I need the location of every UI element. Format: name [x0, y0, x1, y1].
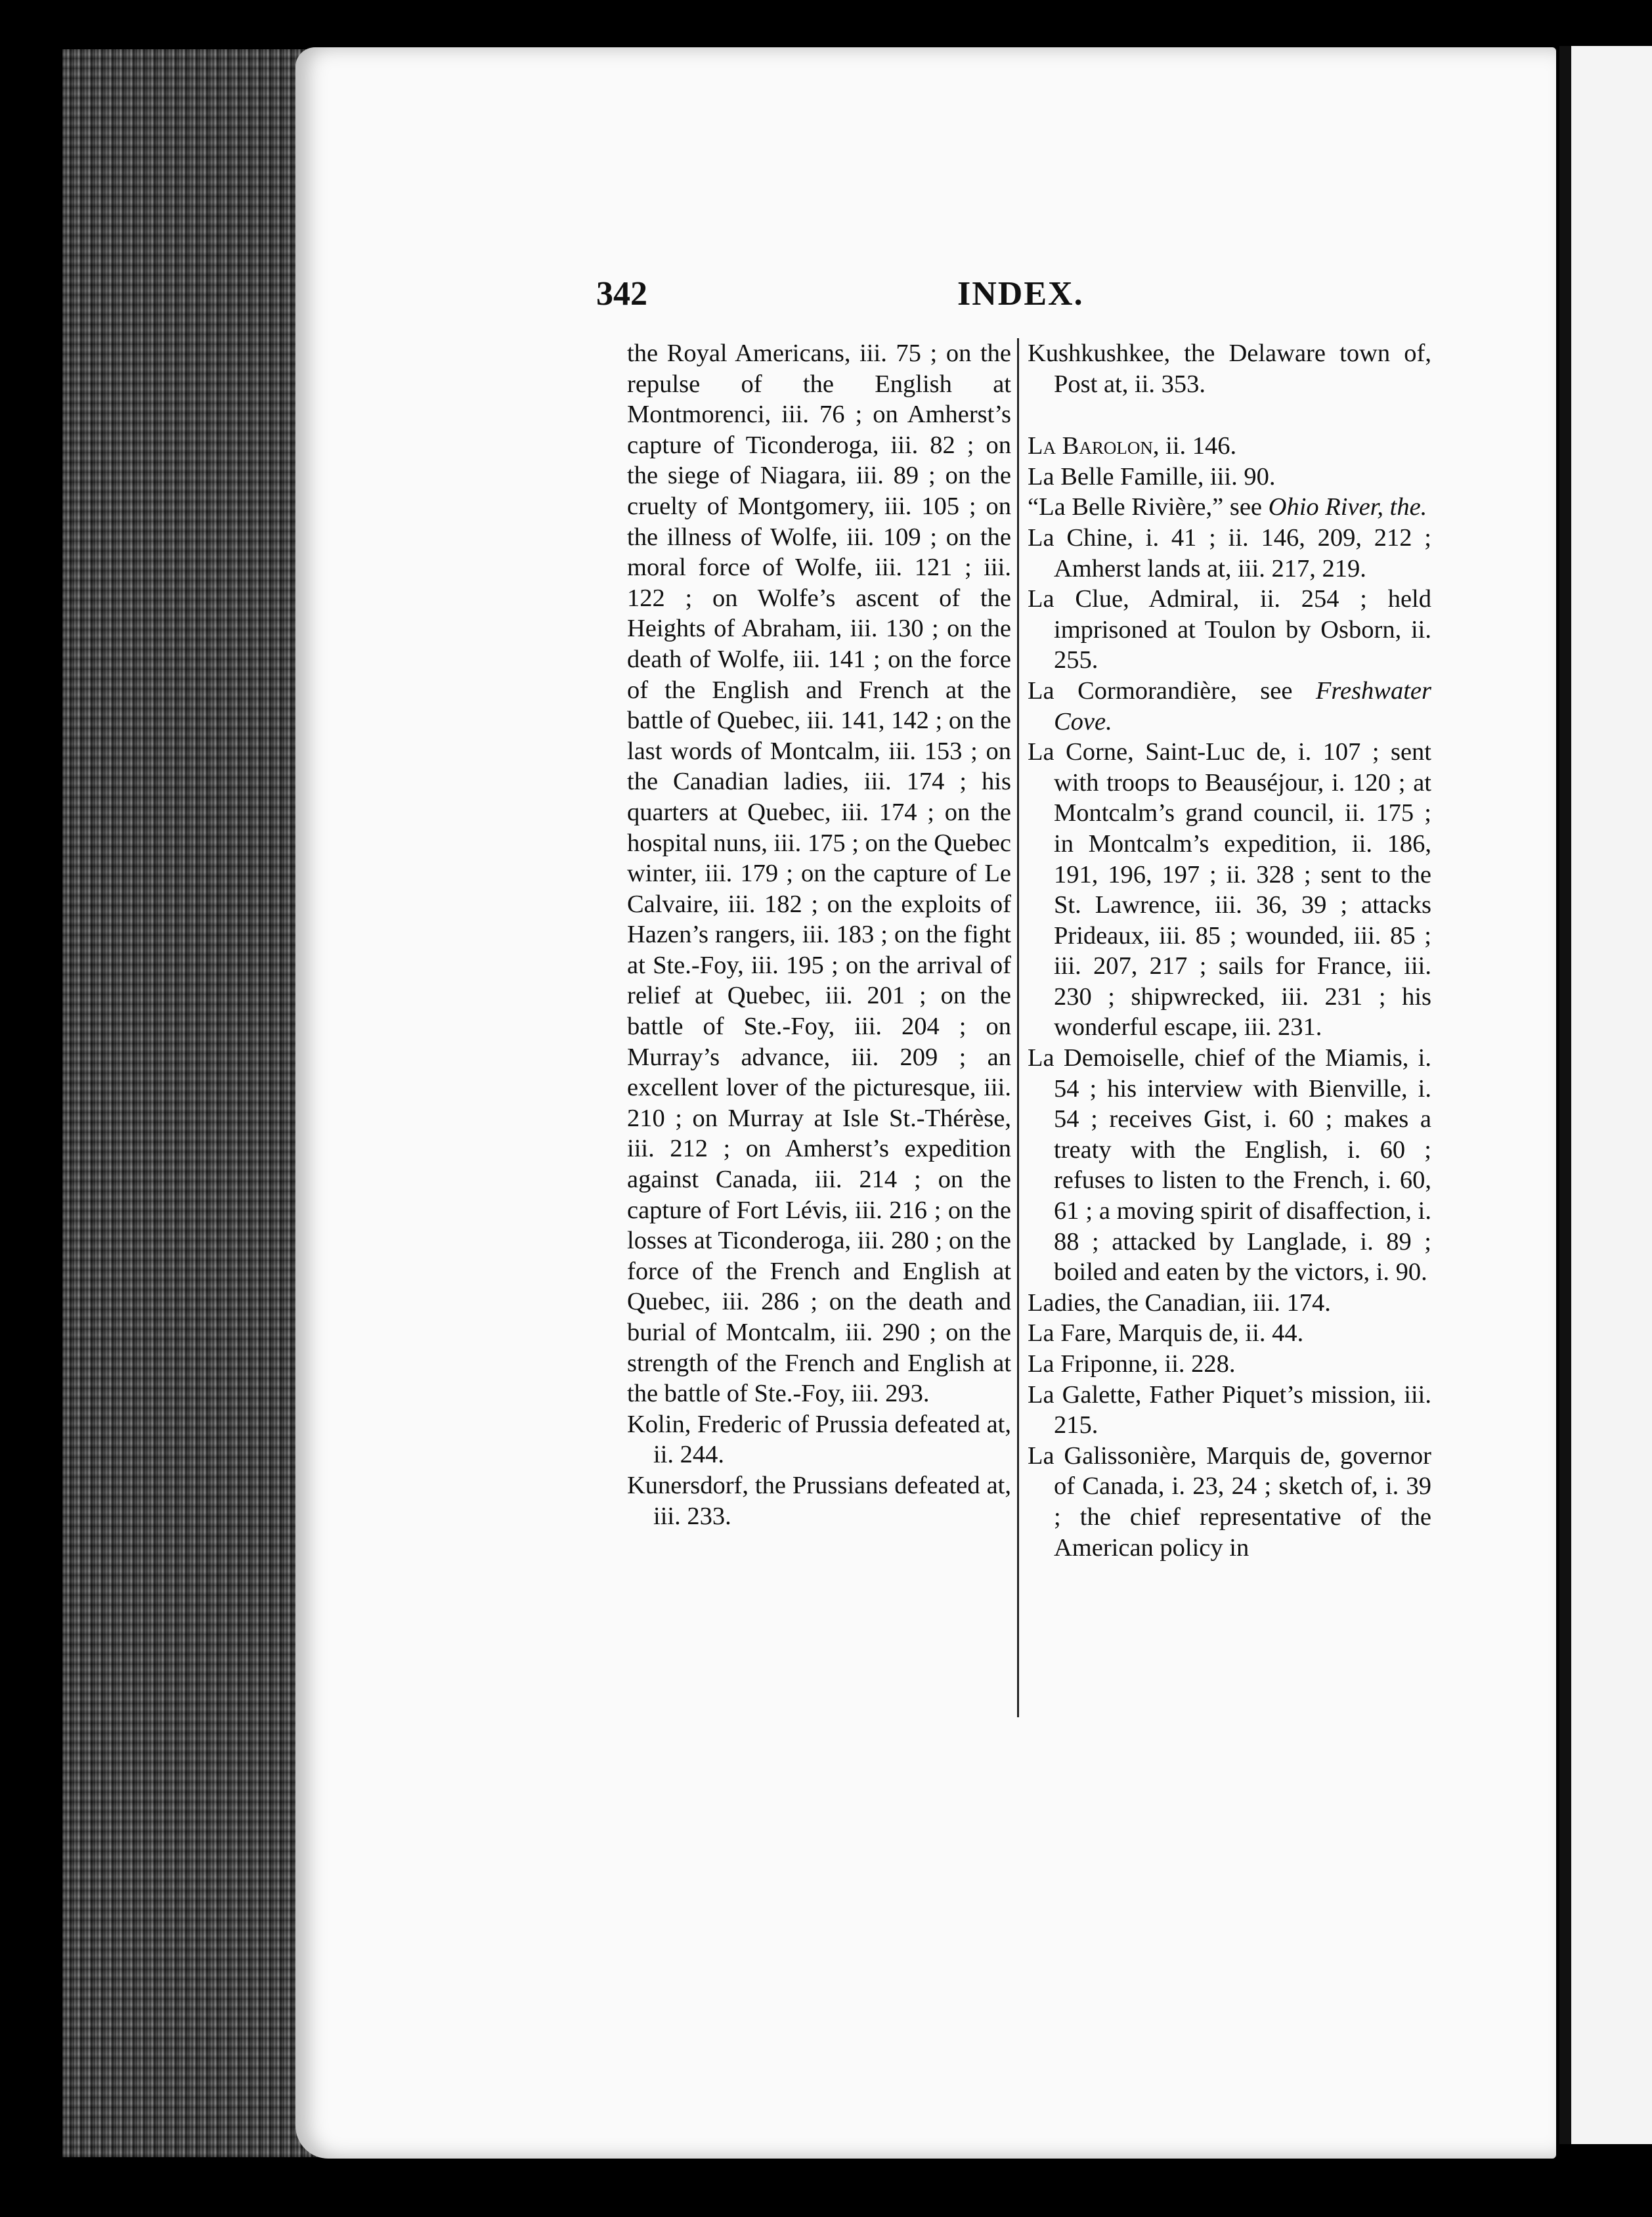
- index-entry: Kushkushkee, the Delaware town of, Post at, ii. 353.: [1028, 340, 1431, 398]
- index-entry-kunersdorf: Kunersdorf, the Prussians defeated at, iii. 233.: [627, 1471, 1011, 1530]
- index-entry: La Galissonière, Marquis de, governor of Canada, i. 23, 24 ; sketch of, i. 39 ; the chief representative of the American policy in: [1028, 1441, 1431, 1562]
- index-entry: Ladies, the Canadian, iii. 174.: [1028, 1288, 1331, 1317]
- index-entry: La Barolon, ii. 146.: [1028, 432, 1237, 460]
- index-column-right: [1028, 338, 1431, 1563]
- index-entry-continuation: the Royal Americans, iii. 75 ; on the repulse of the English at Montmorenci, iii. 76 ; on Amherst’s capture of Ticonderoga, iii. 82 ; on the siege of Niagara, iii. 89 ; on the cruelty of Montgomery, iii. 105 ; on the illness of Wolfe, iii. 109 ; on the moral force of Wolfe, iii. 121 ; iii. 122 ; on Wolfe’s ascent of the Heights of Abraham, iii. 130 ; on the death of Wolfe, iii. 141 ; on the force of the English and French at the battle of Quebec, iii. 141, 142 ; on the last words of Montcalm, iii. 153 ; on the Canadian ladies, iii. 174 ; his quarters at Quebec, iii. 174 ; on the hospital nuns, iii. 175 ; on the Quebec winter, iii. 179 ; on the capture of Le Calvaire, iii. 182 ; on the exploits of Hazen’s rangers, iii. 183 ; on the fight at Ste.-Foy, iii. 195 ; on the arrival of relief at Quebec, iii. 201 ; on the battle of Ste.-Foy, iii. 204 ; on Murray’s advance, iii. 209 ; an excellent lover of the picturesque, iii. 210 ; on Murray at Isle St.-Thérèse, iii. 212 ; on Amherst’s expedition against Canada, iii. 214 ; on the capture of Fort Lévis, iii. 216 ; on the losses at Ticonderoga, iii. 280 ; on the force of the French and English at Quebec, iii. 286 ; on the death and burial of Montcalm, iii. 290 ; on the strength of the French and English at the battle of Ste.-Foy, iii. 293.: [627, 340, 1011, 1408]
- index-entry: La Cormorandière, see Freshwater Cove.: [1028, 676, 1431, 735]
- index-entry: La Belle Famille, iii. 90.: [1028, 462, 1276, 491]
- page-number: 342: [596, 275, 647, 313]
- running-head: INDEX.: [957, 275, 1084, 313]
- index-entry: La Fare, Marquis de, ii. 44.: [1028, 1319, 1304, 1348]
- index-entry: La Galette, Father Piquet’s mission, iii. 215.: [1028, 1380, 1431, 1439]
- index-entry: La Demoiselle, chief of the Miamis, i. 54 ; his interview with Bienville, i. 54 ; receives Gist, i. 60 ; makes a treaty with the English, i. 60 ; refuses to listen to the French, i. 60, 61 ; a moving spirit of disaffection, i. 88 ; attacked by Langlade, i. 89 ; boiled and eaten by the victors, i. 90.: [1028, 1044, 1431, 1286]
- index-entry: La Chine, i. 41 ; ii. 146, 209, 212 ; Amherst lands at, iii. 217, 219.: [1028, 523, 1431, 582]
- index-column-left: [627, 338, 1011, 1531]
- index-entry-kolin: Kolin, Frederic of Prussia defeated at, ii. 244.: [627, 1410, 1011, 1469]
- index-entry: La Corne, Saint-Luc de, i. 107 ; sent with troops to Beauséjour, i. 120 ; at Montcalm’s grand council, ii. 175 ; in Montcalm’s expedition, ii. 186, 191, 196, 197 ; ii. 328 ; sent to the St. Lawrence, iii. 36, 39 ; attacks Prideaux, iii. 85 ; wounded, iii. 85 ; iii. 207, 217 ; sails for France, iii. 230 ; shipwrecked, iii. 231 ; his wonderful escape, iii. 231.: [1028, 738, 1431, 1042]
- facing-page-edge: [1559, 46, 1652, 2144]
- index-entry: “La Belle Rivière,” see Ohio River, the.: [1028, 493, 1427, 521]
- column-rule: [1017, 338, 1019, 1717]
- index-entry: La Clue, Admiral, ii. 254 ; held imprisoned at Toulon by Osborn, ii. 255.: [1028, 585, 1431, 674]
- index-entry: La Friponne, ii. 228.: [1028, 1350, 1236, 1378]
- book-edge: [62, 49, 325, 2157]
- page-header: [596, 274, 1082, 314]
